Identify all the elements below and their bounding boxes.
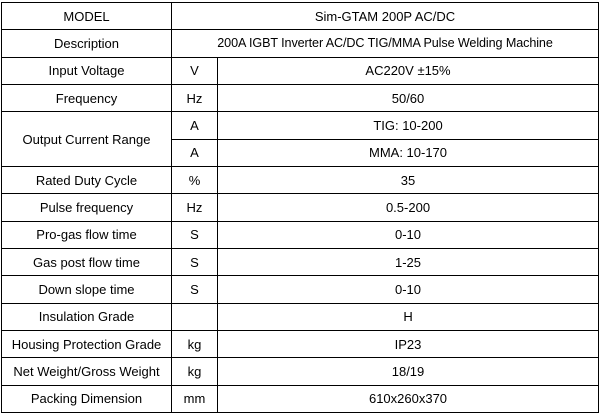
unit-cell: kg	[172, 330, 218, 357]
param-cell: Rated Duty Cycle	[2, 166, 172, 193]
spec-table	[1, 2, 599, 413]
unit-cell: V	[172, 57, 218, 84]
unit-cell: A	[172, 112, 218, 139]
unit-cell	[172, 303, 218, 330]
table-row-down-slope-time	[2, 276, 599, 303]
table-row-rated-duty-cycle	[2, 166, 599, 193]
value-cell: 50/60	[218, 84, 599, 111]
unit-cell: Hz	[172, 194, 218, 221]
value-cell: AC220V ±15%	[218, 57, 599, 84]
value-cell: MMA: 10-170	[218, 139, 599, 166]
unit-cell: S	[172, 221, 218, 248]
unit-cell: mm	[172, 385, 218, 412]
unit-cell: A	[172, 139, 218, 166]
value-cell: 1-25	[218, 248, 599, 275]
value-cell: Sim-GTAM 200P AC/DC	[172, 3, 599, 30]
value-cell: 610x260x370	[218, 385, 599, 412]
value-cell: 200A IGBT Inverter AC/DC TIG/MMA Pulse Welding Machine	[172, 30, 599, 57]
param-cell: MODEL	[2, 3, 172, 30]
param-cell: Down slope time	[2, 276, 172, 303]
table-row-housing-protection-grade	[2, 330, 599, 357]
unit-cell: S	[172, 276, 218, 303]
param-cell: Input Voltage	[2, 57, 172, 84]
table-row-pulse-frequency	[2, 194, 599, 221]
value-cell: 35	[218, 166, 599, 193]
param-cell: Net Weight/Gross Weight	[2, 358, 172, 385]
unit-cell: S	[172, 248, 218, 275]
value-cell: 0-10	[218, 276, 599, 303]
value-cell: 18/19	[218, 358, 599, 385]
value-cell: H	[218, 303, 599, 330]
param-cell: Packing Dimension	[2, 385, 172, 412]
unit-cell: %	[172, 166, 218, 193]
value-cell: 0-10	[218, 221, 599, 248]
unit-cell: Hz	[172, 84, 218, 111]
param-cell: Insulation Grade	[2, 303, 172, 330]
unit-cell: kg	[172, 358, 218, 385]
table-row-output-current-tig	[2, 112, 599, 139]
table-row-insulation-grade	[2, 303, 599, 330]
param-cell: Pro-gas flow time	[2, 221, 172, 248]
param-cell: Output Current Range	[2, 112, 172, 167]
table-row-gas-post-flow-time	[2, 248, 599, 275]
table-row-pro-gas-flow-time	[2, 221, 599, 248]
table-row-input-voltage	[2, 57, 599, 84]
table-row-description	[2, 30, 599, 57]
value-cell: 0.5-200	[218, 194, 599, 221]
param-cell: Housing Protection Grade	[2, 330, 172, 357]
param-cell: Pulse frequency	[2, 194, 172, 221]
param-cell: Frequency	[2, 84, 172, 111]
table-row-model	[2, 3, 599, 30]
param-cell: Gas post flow time	[2, 248, 172, 275]
table-row-packing-dimension	[2, 385, 599, 412]
param-cell: Description	[2, 30, 172, 57]
value-cell: TIG: 10-200	[218, 112, 599, 139]
value-cell: IP23	[218, 330, 599, 357]
table-row-net-gross-weight	[2, 358, 599, 385]
table-row-frequency	[2, 84, 599, 111]
